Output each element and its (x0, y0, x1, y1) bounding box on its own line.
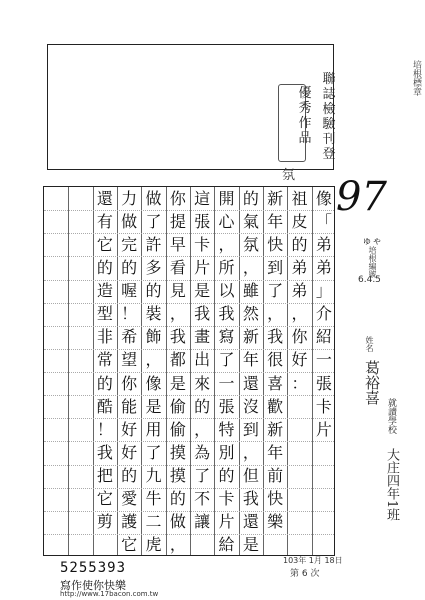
stamp-char: 驗 (322, 117, 336, 132)
essay-char: 是 (242, 535, 259, 555)
essay-char: 摸 (169, 442, 186, 462)
essay-char: 愛 (121, 489, 138, 509)
essay-char: 喜 (267, 373, 284, 393)
essay-char: ， (242, 442, 259, 462)
essay-char: 好 (121, 419, 138, 439)
grid-row-line (44, 534, 334, 535)
essay-char: 不 (194, 489, 211, 509)
essay-char: 年 (267, 211, 284, 231)
essay-char: 是 (169, 373, 186, 393)
essay-char: 你 (169, 188, 186, 208)
student-name-label: 姓名 (365, 336, 374, 352)
essay-char: 護 (121, 512, 138, 532)
essay-char: 弟 (291, 281, 308, 301)
essay-char: 片 (194, 257, 211, 277)
essay-char: 你 (291, 327, 308, 347)
stamp-char: 誌 (322, 87, 336, 102)
excellent-work-stamp (296, 86, 314, 146)
essay-char: 裝 (145, 304, 162, 324)
essay-char: 提 (169, 211, 186, 231)
essay-char: 年 (267, 442, 284, 462)
stamp-char: 刊 (322, 132, 336, 147)
stamp-char: 登 (322, 147, 336, 162)
essay-char: 像 (315, 188, 332, 208)
essay-char: 到 (242, 419, 259, 439)
essay-char: 見 (169, 281, 186, 301)
stamp-char: 聯 (322, 72, 336, 87)
essay-char: 了 (194, 466, 211, 486)
essay-char: 張 (315, 373, 332, 393)
essay-char: 許 (145, 234, 162, 254)
brand-url: http://www.17bacon.com.tw (60, 590, 159, 598)
essay-char: 新 (242, 327, 259, 347)
essay-char: 」 (315, 281, 332, 301)
essay-char: 偷 (169, 396, 186, 416)
essay-char: 張 (218, 396, 235, 416)
essay-char: 是 (145, 396, 162, 416)
essay-char: 年 (242, 350, 259, 370)
essay-char: 的 (96, 373, 113, 393)
essay-char: 了 (145, 211, 162, 231)
essay-char: 寫 (218, 327, 235, 347)
essay-char: 給 (218, 535, 235, 555)
essay-char: ！ (96, 419, 113, 439)
stamp-char: 品 (298, 131, 312, 146)
essay-char: 沒 (242, 396, 259, 416)
essay-date: 103年 1月 18日 (283, 556, 343, 565)
essay-char: 它 (121, 535, 138, 555)
essay-char: 完 (121, 234, 138, 254)
essay-char: 一 (315, 350, 332, 370)
grid-column-line (68, 187, 69, 555)
brand-slogan: 寫作使你快樂 (60, 579, 126, 592)
essay-char: 的 (291, 234, 308, 254)
essay-char: 心 (218, 211, 235, 231)
grid-row-line (44, 465, 334, 466)
essay-char: 酷 (96, 396, 113, 416)
essay-char: 皮 (291, 211, 308, 231)
essay-char: 還 (96, 188, 113, 208)
grid-row-line (44, 441, 334, 442)
essay-char: 的 (242, 188, 259, 208)
essay-char: 的 (194, 396, 211, 416)
essay-char: 喔 (121, 281, 138, 301)
school-label: 就讀學校 (386, 398, 396, 434)
essay-char: 卡 (315, 396, 332, 416)
grid-row-line (44, 372, 334, 373)
essay-char: 片 (218, 512, 235, 532)
essay-char: 了 (218, 350, 235, 370)
essay-char: 新 (267, 188, 284, 208)
essay-char: ， (169, 535, 186, 555)
essay-char: ， (242, 257, 259, 277)
essay-char: ， (194, 419, 211, 439)
essay-char: 歡 (267, 396, 284, 416)
essay-char: 新 (267, 419, 284, 439)
score-sub-mark: ゅゃ (362, 236, 382, 247)
essay-char: ！ (121, 304, 138, 324)
essay-char: 做 (169, 512, 186, 532)
essay-char: 好 (121, 442, 138, 462)
essay-char: 出 (194, 350, 211, 370)
essay-char: 「 (315, 211, 332, 231)
essay-char: 有 (96, 211, 113, 231)
publication-stamp (320, 72, 338, 162)
essay-char: 常 (96, 350, 113, 370)
grader-label: 培根標章 (411, 60, 421, 96)
essay-char: 片 (315, 419, 332, 439)
essay-char: 介 (315, 304, 332, 324)
essay-char: 快 (267, 234, 284, 254)
essay-char: 卡 (218, 489, 235, 509)
essay-char: 做 (121, 211, 138, 231)
essay-char: 還 (242, 512, 259, 532)
essay-char: 都 (169, 350, 186, 370)
essay-char: 造 (96, 281, 113, 301)
essay-char: 快 (267, 489, 284, 509)
essay-char: 我 (267, 327, 284, 347)
essay-char: 能 (121, 396, 138, 416)
essay-char: 氣 (242, 211, 259, 231)
grader-name-label: 培根編號 (368, 246, 377, 278)
essay-char: 的 (145, 281, 162, 301)
essay-char: 張 (194, 211, 211, 231)
essay-char: 我 (242, 489, 259, 509)
essay-char: 為 (194, 442, 211, 462)
essay-char: 氛 (242, 234, 259, 254)
essay-char: 別 (218, 442, 235, 462)
essay-char: 牛 (145, 489, 162, 509)
essay-char: ， (291, 304, 308, 324)
stamp-char: 作 (298, 116, 312, 131)
essay-char: 看 (169, 257, 186, 277)
essay-char: 弟 (315, 234, 332, 254)
essay-char: 然 (242, 304, 259, 324)
score-mark: 97 (336, 174, 387, 220)
essay-char: 以 (218, 281, 235, 301)
grid-row-line (44, 511, 334, 512)
stamp-char: 優 (298, 86, 312, 101)
stamp-char: 秀 (298, 101, 312, 116)
essay-char: ， (169, 304, 186, 324)
essay-char: 希 (121, 327, 138, 347)
grid-row-line (44, 488, 334, 489)
essay-char: 開 (218, 188, 235, 208)
grader-code: 6.4.5 (358, 275, 381, 285)
essay-char: 把 (96, 466, 113, 486)
stamp-char: 檢 (322, 102, 336, 117)
essay-char: 所 (218, 257, 235, 277)
essay-char: 它 (96, 489, 113, 509)
essay-count: 第 6 次 (290, 569, 320, 579)
essay-char: 非 (96, 327, 113, 347)
essay-char: 像 (145, 373, 162, 393)
essay-char: 樂 (267, 512, 284, 532)
essay-char: 雖 (242, 281, 259, 301)
essay-char: 讓 (194, 512, 211, 532)
essay-char: 剪 (96, 512, 113, 532)
essay-char: 但 (242, 466, 259, 486)
essay-char: 摸 (169, 466, 186, 486)
essay-char: 它 (96, 234, 113, 254)
essay-char: 飾 (145, 327, 162, 347)
student-school: 大庄四年1班 (384, 448, 399, 522)
essay-char: 的 (96, 257, 113, 277)
essay-char: 我 (194, 304, 211, 324)
essay-char: 我 (218, 304, 235, 324)
essay-char: 望 (121, 350, 138, 370)
essay-char: 虎 (145, 535, 162, 555)
essay-char: ， (267, 304, 284, 324)
essay-char: 的 (169, 489, 186, 509)
essay-char: 前 (267, 466, 284, 486)
essay-char: 的 (121, 466, 138, 486)
essay-char: 畫 (194, 327, 211, 347)
essay-char: 很 (267, 350, 284, 370)
essay-char: 力 (121, 188, 138, 208)
essay-char: 到 (267, 257, 284, 277)
essay-char: 早 (169, 234, 186, 254)
essay-char: 你 (121, 373, 138, 393)
essay-char: 了 (267, 281, 284, 301)
essay-char: 了 (145, 442, 162, 462)
essay-char: 型 (96, 304, 113, 324)
essay-char: ： (291, 373, 308, 393)
essay-char: 特 (218, 419, 235, 439)
essay-char: 用 (145, 419, 162, 439)
essay-char: 是 (194, 281, 211, 301)
essay-char: 祖 (291, 188, 308, 208)
essay-char: 還 (242, 373, 259, 393)
essay-char: 的 (121, 257, 138, 277)
essay-char: 我 (169, 327, 186, 347)
writing-grid (43, 186, 335, 556)
essay-char: 這 (194, 188, 211, 208)
essay-char: 來 (194, 373, 211, 393)
essay-char: 弟 (291, 257, 308, 277)
essay-char: 卡 (194, 234, 211, 254)
essay-char: 紹 (315, 327, 332, 347)
grid-row-line (44, 210, 334, 211)
student-name: 葛裕喜 (363, 360, 381, 405)
grid-row-line (44, 418, 334, 419)
essay-char: 做 (145, 188, 162, 208)
essay-char: 偷 (169, 419, 186, 439)
essay-char: 我 (96, 442, 113, 462)
essay-char: 一 (218, 373, 235, 393)
essay-char: 多 (145, 257, 162, 277)
essay-char: ， (218, 234, 235, 254)
grid-row-line (44, 395, 334, 396)
essay-char: 二 (145, 512, 162, 532)
brand-id: 5255393 (60, 560, 127, 576)
essay-char: 九 (145, 466, 162, 486)
essay-char: 的 (218, 466, 235, 486)
essay-char: 好 (291, 350, 308, 370)
comment-mark: 氛 (282, 168, 296, 183)
essay-char: ， (145, 350, 162, 370)
essay-char: 弟 (315, 257, 332, 277)
